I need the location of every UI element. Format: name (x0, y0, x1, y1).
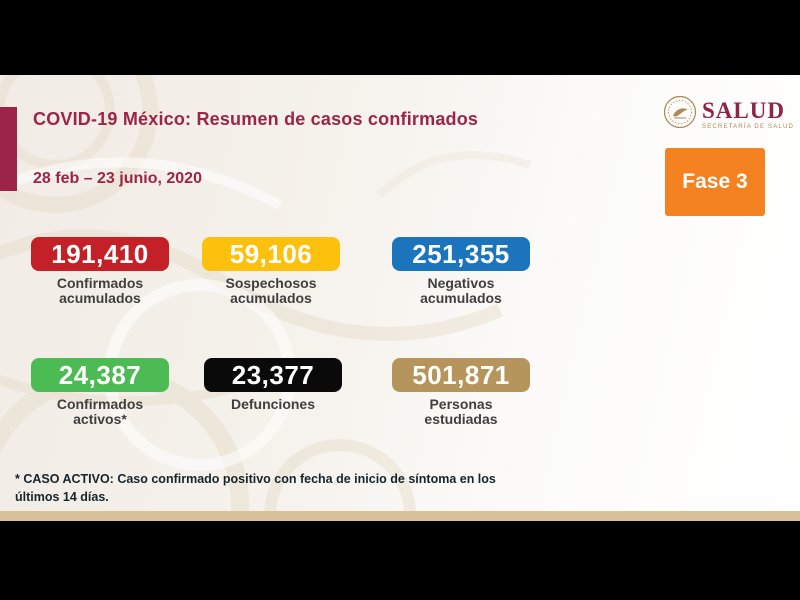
stat-label: Confirmados acumulados (56, 275, 144, 307)
stat-card-defunciones (204, 358, 342, 412)
stat-label: Defunciones (230, 396, 315, 412)
title-accent-bar (0, 107, 17, 191)
mexican-eagle-seal-icon (663, 95, 697, 134)
stat-value: 251,355 (392, 237, 530, 271)
stat-label: Negativos acumulados (420, 275, 502, 307)
salud-logo-text (702, 99, 794, 130)
salud-wordmark: SALUD (702, 98, 785, 123)
phase-badge: Fase 3 (665, 148, 765, 216)
stat-card-confirmados-activos (31, 358, 169, 427)
slide-content (0, 75, 800, 511)
stat-label: Sospechosos acumulados (225, 275, 317, 307)
stat-value: 24,387 (31, 358, 169, 392)
footer-gold-strip (0, 511, 800, 521)
stat-label: Confirmados activos* (56, 396, 144, 428)
letterbox-bottom (0, 521, 800, 600)
letterbox-top (0, 0, 800, 75)
stat-value: 191,410 (31, 237, 169, 271)
stat-value: 23,377 (204, 358, 342, 392)
stat-card-sospechosos-acumulados (202, 237, 340, 306)
salud-logo (663, 95, 794, 134)
stat-card-personas-estudiadas (392, 358, 530, 427)
stat-card-negativos-acumulados (392, 237, 530, 306)
stat-card-confirmados-acumulados (31, 237, 169, 306)
stat-value: 501,871 (392, 358, 530, 392)
active-case-footnote: * CASO ACTIVO: Caso confirmado positivo con fecha de inicio de síntoma en los últimos 14 días. (15, 472, 496, 504)
secretaria-subtitle: SECRETARÍA DE SALUD (702, 124, 795, 130)
date-range: 28 feb – 23 junio, 2020 (33, 170, 202, 187)
stat-label: Personas estudiadas (424, 396, 498, 428)
stat-value: 59,106 (202, 237, 340, 271)
page-title: COVID-19 México: Resumen de casos confirmados (33, 109, 479, 129)
